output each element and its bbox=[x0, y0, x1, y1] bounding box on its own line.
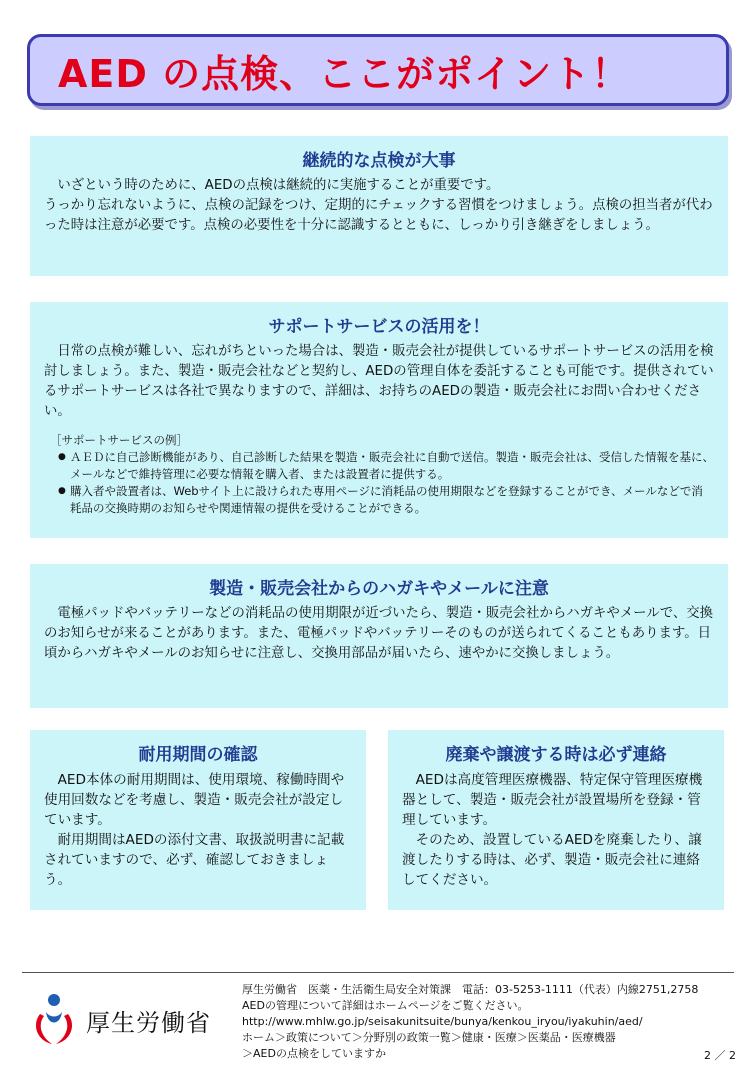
title-banner bbox=[27, 34, 729, 106]
section-paragraph: 電極パッドやバッテリーなどの消耗品の使用期限が近づいたら、製造・販売会社からハガキやメールで、交換のお知らせが来ることがあります。また、電極パッドやバッテリーそのものが送られてくることもあります。日頃からハガキやメールのお知らせに注意し、交換用部品が届いたら、速やかに交換しましょう。 bbox=[44, 606, 713, 661]
list-item: ● 購入者や設置者は、Webサイト上に設けられた専用ページに消耗品の使用期限などを登録することができ、メールなどで消耗品の交換時期のお知らせや関連情報の提供を受けることができる。 bbox=[58, 483, 714, 517]
section-heading: 廃棄や譲渡する時は必ず連絡 bbox=[445, 745, 667, 765]
section-heading: サポートサービスの活用を！ bbox=[268, 317, 490, 337]
support-examples bbox=[44, 432, 714, 517]
section-support-service bbox=[30, 302, 728, 538]
section-continuous-inspection bbox=[30, 136, 728, 276]
title-aed: AED bbox=[58, 51, 148, 96]
section-disposal-transfer bbox=[388, 730, 724, 910]
mhlw-emblem-icon bbox=[30, 992, 78, 1048]
page-title bbox=[58, 43, 630, 98]
footer-breadcrumb: ホーム＞政策について＞分野別の政策一覧＞健康・医療＞医薬品・医療機器 bbox=[242, 1031, 616, 1044]
footer-breadcrumb-end: ＞AEDの点検をしていますか bbox=[242, 1047, 386, 1060]
ministry-name: 厚生労働省 bbox=[86, 1008, 211, 1037]
footer-url-link[interactable]: http://www.mhlw.go.jp/seisakunitsuite/bunya/kenkou_iryou/iyakuhin/aed/ bbox=[242, 1015, 643, 1028]
section-paragraph: 耐用期間はAEDの添付文書、取扱説明書に記載されていますので、必ず、確認しておきましょう。 bbox=[44, 832, 345, 888]
footer-note: AEDの管理について詳細はホームページをご覧ください。 bbox=[242, 999, 529, 1012]
examples-list bbox=[44, 449, 714, 517]
examples-heading: ［サポートサービスの例］ bbox=[50, 433, 188, 447]
ministry-logo bbox=[30, 990, 240, 1050]
section-paragraph: AED本体の耐用期間は、使用環境、稼働時間や使用回数などを考慮し、製造・販売会社が設定しています。 bbox=[44, 772, 345, 828]
section-heading: 耐用期間の確認 bbox=[138, 745, 258, 765]
section-postcard-mail-notice bbox=[30, 564, 728, 708]
section-paragraph: そのため、設置しているAEDを廃棄したり、譲渡したりする時は、必ず、製造・販売会社に連絡してください。 bbox=[402, 832, 702, 888]
footer-info bbox=[242, 982, 742, 1062]
page-number: 2 ／ 2 bbox=[704, 1049, 736, 1062]
section-paragraph: うっかり忘れないように、点検の記録をつけ、定期的にチェックする習慣をつけましょう。点検の担当者が代わった時は注意が必要です。点検の必要性を十分に認識するとともに、しっかり引き継ぎをしましょう。 bbox=[44, 198, 713, 233]
footer-contact: 厚生労働省 医薬・生活衛生局安全対策課 電話：03-5253-1111（代表）内線2751,2758 bbox=[242, 983, 699, 996]
section-paragraph: 日常の点検が難しい、忘れがちといった場合は、製造・販売会社が提供しているサポートサービスの活用を検討しましょう。また、製造・販売会社などと契約し、AEDの管理自体を委託することも可能です。提供されているサポートサービスは各社で異なりますので、詳細は、お持ちのAEDの製造・販売会社にお問い合わせください。 bbox=[44, 344, 714, 419]
footer-divider bbox=[22, 972, 734, 973]
section-heading: 継続的な点検が大事 bbox=[302, 151, 456, 171]
section-paragraph: いざという時のために、AEDの点検は継続的に実施することが重要です。 bbox=[57, 178, 500, 193]
section-heading: 製造・販売会社からのハガキやメールに注意 bbox=[209, 579, 549, 599]
title-rest: の点検、ここがポイント！ bbox=[147, 51, 631, 96]
section-service-life bbox=[30, 730, 366, 910]
list-item: ● ＡＥＤに自己診断機能があり、自己診断した結果を製造・販売会社に自動で送信。製造・販売会社は、受信した情報を基に、メールなどで維持管理に必要な情報を購入者、または設置者に提供する。 bbox=[58, 449, 714, 483]
section-paragraph: AEDは高度管理医療機器、特定保守管理医療機器として、製造・販売会社が設置場所を登録・管理しています。 bbox=[402, 772, 703, 828]
